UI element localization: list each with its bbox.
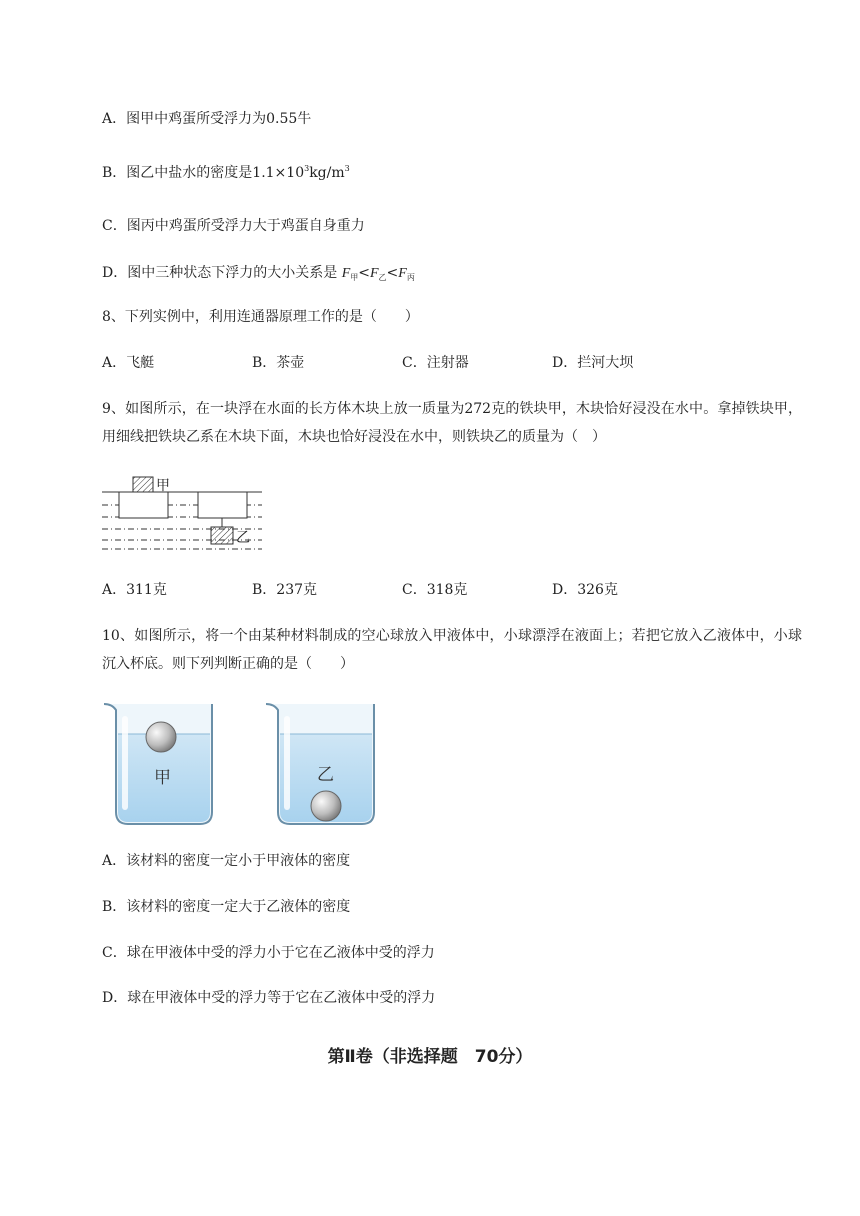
q8-option-a: A．飞艇 <box>102 355 155 371</box>
q10-option-a: A．该材料的密度一定小于甲液体的密度 <box>102 853 351 869</box>
q7-option-b-exponent: 3 <box>304 164 310 173</box>
q10-stem: 10、如图所示，将一个由某种材料制成的空心球放入甲液体中，小球漂浮在液面上；若把它放入乙液体中，小球沉入杯底。则下列判断正确的是（ ） <box>102 628 802 672</box>
q10-option-d: D．球在甲液体中受的浮力等于它在乙液体中受的浮力 <box>102 990 436 1006</box>
ball-floating <box>146 722 176 752</box>
q7-force-sub-bing: 丙 <box>406 273 415 282</box>
q7-force-f2: F <box>369 266 379 281</box>
wood-block-left <box>119 492 168 518</box>
beaker-label-yi: 乙 <box>317 765 334 785</box>
q7-force-f3: F <box>398 266 407 281</box>
q10-diagram <box>102 700 384 828</box>
iron-block-yi <box>211 527 233 544</box>
q7-option-d-text: D．图中三种状态下浮力的大小关系是 <box>102 265 338 281</box>
q7-less-than-2: < <box>386 265 399 281</box>
q9-option-d: D．326克 <box>552 582 618 598</box>
q9-option-a: A．311克 <box>102 582 167 598</box>
q10-option-c: C．球在甲液体中受的浮力小于它在乙液体中受的浮力 <box>102 945 435 961</box>
q8-option-d: D．拦河大坝 <box>552 355 634 371</box>
q9-stem: 9、如图所示，在一块浮在水面的长方体木块上放一质量为272克的铁块甲，木块恰好浸没在水中。拿掉铁块甲，用细线把铁块乙系在木块下面，木块也恰好浸没在水中，则铁块乙的质量为（ ） <box>102 401 802 445</box>
beaker-jia <box>104 704 212 824</box>
label-yi: 乙 <box>236 530 250 546</box>
q8-option-b: B．茶壶 <box>252 355 305 371</box>
q7-option-b <box>102 163 350 185</box>
q9-options <box>102 580 702 600</box>
q8-options <box>102 353 702 373</box>
label-jia: 甲 <box>156 478 170 494</box>
q9-option-c: C．318克 <box>402 582 468 598</box>
beaker-label-jia: 甲 <box>154 768 171 788</box>
q7-less-than-1: < <box>358 265 370 281</box>
q7-option-d <box>102 263 415 285</box>
q7-option-b-unit: kg/m <box>309 165 345 181</box>
q7-force-sub-jia: 甲 <box>350 273 359 282</box>
q8-option-c: C．注射器 <box>402 355 469 371</box>
q7-option-b-unit-exponent: 3 <box>344 164 350 173</box>
q7-option-a: A．图甲中鸡蛋所受浮力为0.55牛 <box>102 111 312 127</box>
section-title: 第Ⅱ卷（非选择题 70分） <box>327 1047 533 1067</box>
q9-diagram <box>100 472 265 554</box>
q7-option-b-text: B．图乙中盐水的密度是1.1×10 <box>102 165 305 181</box>
q9-option-b: B．237克 <box>252 582 318 598</box>
iron-block-jia <box>133 477 153 492</box>
q7-option-c: C．图丙中鸡蛋所受浮力大于鸡蛋自身重力 <box>102 218 365 234</box>
q8-stem: 8、下列实例中，利用连通器原理工作的是（ ） <box>102 309 419 325</box>
q7-force-f1: F <box>341 266 351 281</box>
q7-force-sub-yi: 乙 <box>378 273 387 282</box>
beaker-yi <box>266 704 374 824</box>
wood-block-right <box>198 492 247 518</box>
ball-sunk <box>311 791 341 821</box>
q10-option-b: B．该材料的密度一定大于乙液体的密度 <box>102 899 351 915</box>
